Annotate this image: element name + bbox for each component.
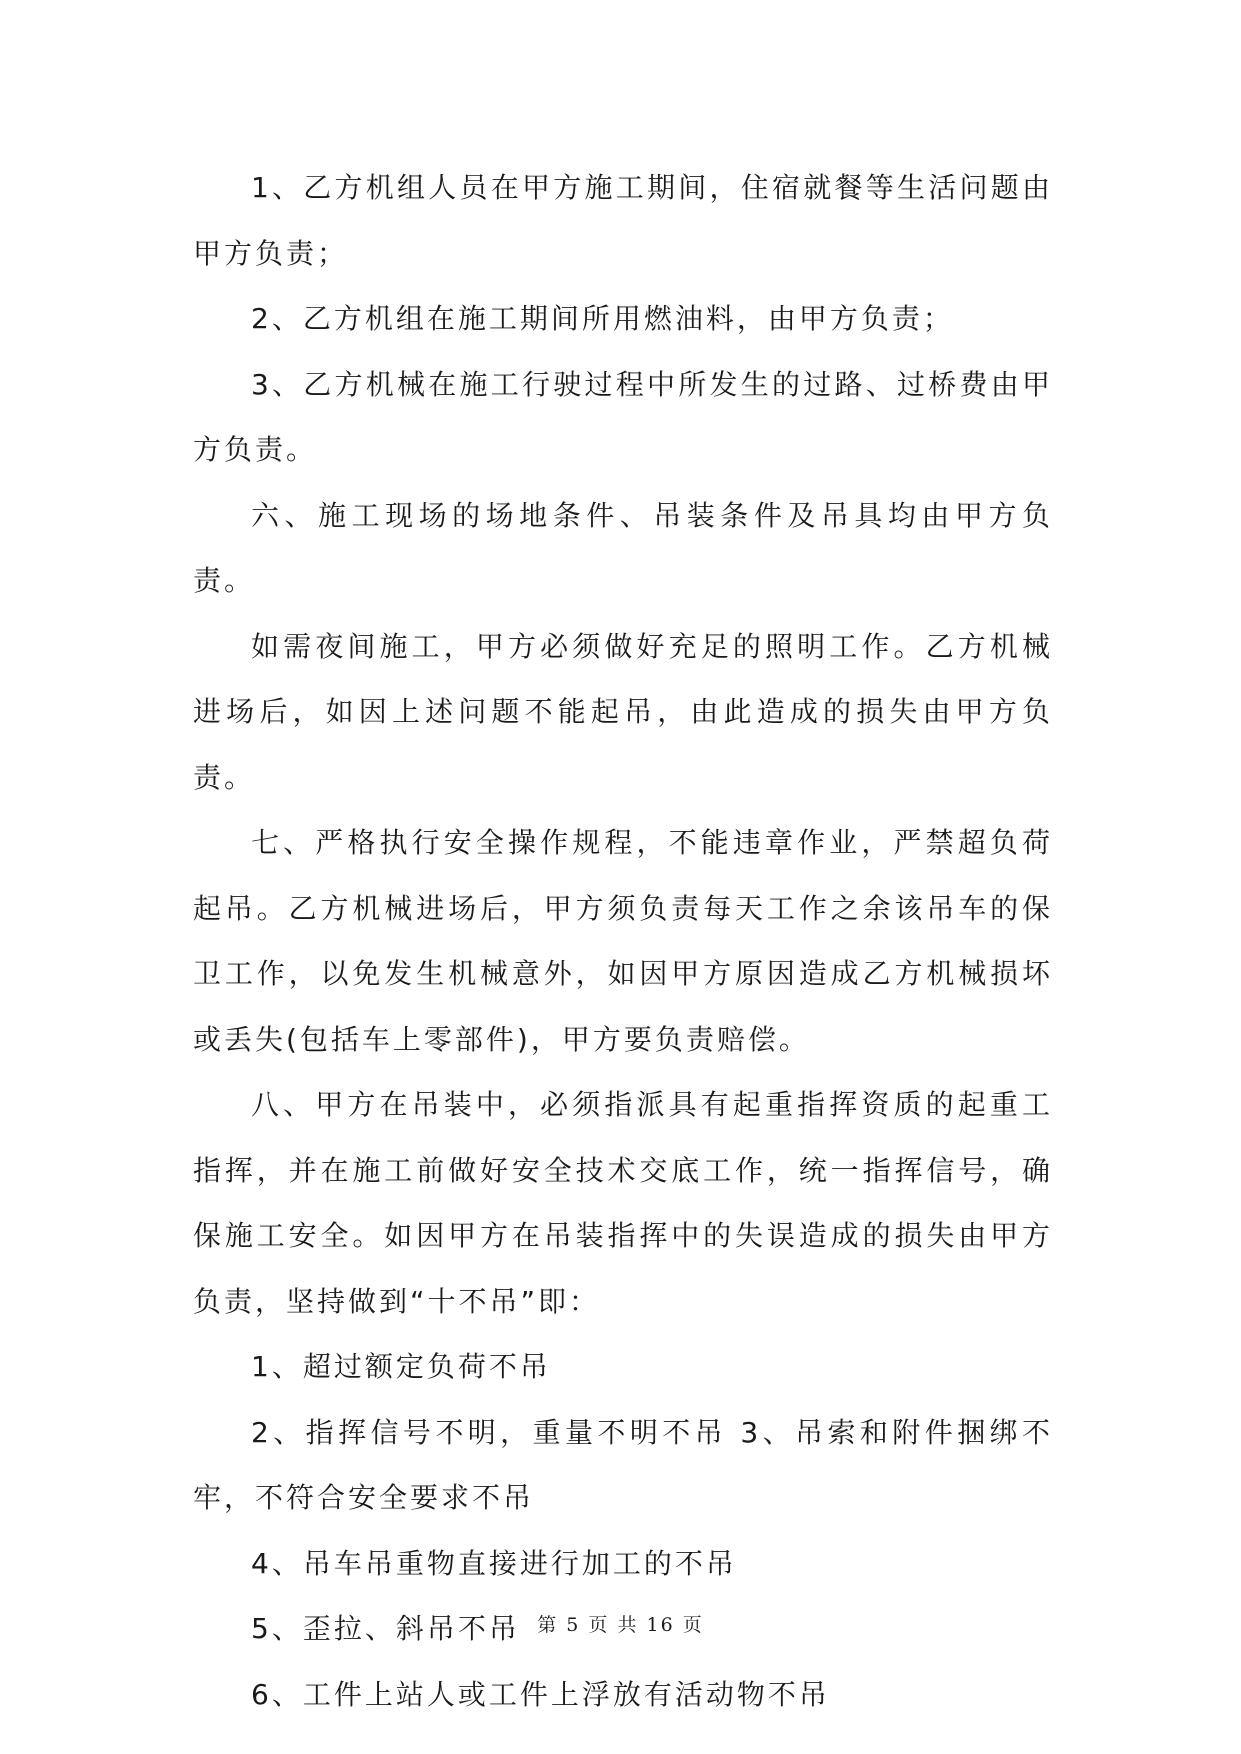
paragraph: 八、甲方在吊装中，必须指派具有起重指挥资质的起重工指挥，并在施工前做好安全技术交底工作，统一指挥信号，确保施工安全。如因甲方在吊装指挥中的失误造成的损失由甲方负责，坚持做到“十不吊”即： [193,1088,1053,1318]
paragraph: 1、乙方机组人员在甲方施工期间，住宿就餐等生活问题由甲方负责； [193,171,1053,270]
paragraph: 2、乙方机组在施工期间所用燃油料，由甲方负责； [251,302,954,335]
paragraph: 2、指挥信号不明，重量不明不吊 3、吊索和附件捆绑不牢，不符合安全要求不吊 [193,1415,1053,1514]
paragraph: 6、工件上站人或工件上浮放有活动物不吊 [251,1677,830,1711]
paragraph: 七、严格执行安全操作规程，不能违章作业，严禁超负荷起吊。乙方机械进场后，甲方须负责每天工作之余该吊车的保卫工作，以免发生机械意外，如因甲方原因造成乙方机械损坏或丢失(包括车上零部件)，甲方要负责赔偿。 [193,826,1053,1056]
paragraph: 六、施工现场的场地条件、吊装条件及吊具均由甲方负责。 [193,498,1053,597]
paragraph: 3、乙方机械在施工行驶过程中所发生的过路、过桥费由甲方负责。 [193,367,1053,466]
paragraph: 5、歪拉、斜吊不吊 [251,1612,520,1645]
paragraph: 4、吊车吊重物直接进行加工的不吊 [251,1546,737,1580]
document-body [193,155,1053,1727]
paragraph: 如需夜间施工，甲方必须做好充足的照明工作。乙方机械进场后，如因上述问题不能起吊，由此造成的损失由甲方负责。 [193,629,1053,794]
page-number-footer: 第 5 页 共 16 页 [537,1614,704,1636]
paragraph: 1、超过额定负荷不吊 [251,1350,551,1383]
